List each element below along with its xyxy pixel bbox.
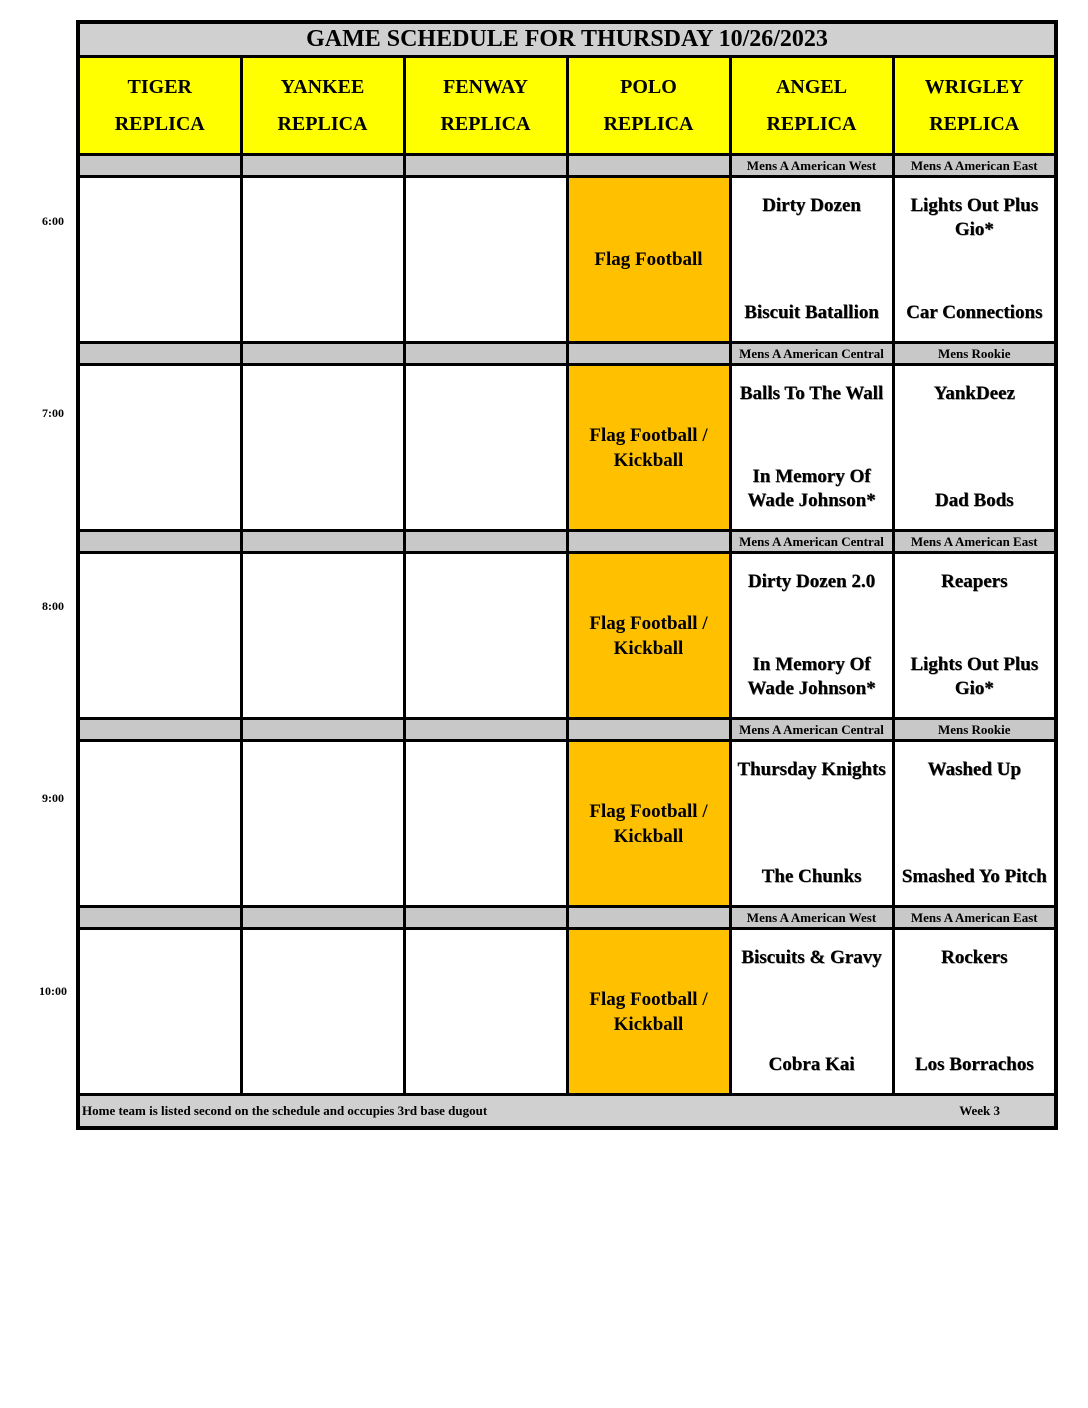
away-team: Rockers: [941, 947, 1008, 968]
division-label-row: [78, 343, 1056, 365]
empty-slot: [404, 553, 567, 719]
home-team: In Memory Of Wade Johnson*: [747, 654, 876, 699]
home-team: Car Connections: [906, 302, 1043, 323]
division-label: Mens A American East: [893, 531, 1056, 553]
division-label: Mens A American Central: [730, 719, 893, 741]
away-team: Balls To The Wall: [739, 383, 884, 404]
empty-slot: [78, 741, 241, 907]
empty-slot: [404, 741, 567, 907]
game-row: [78, 553, 1056, 719]
division-label: Mens A American East: [893, 155, 1056, 177]
empty-slot: [404, 177, 567, 343]
division-label-empty: [78, 907, 241, 929]
home-team: Los Borrachos: [914, 1054, 1034, 1075]
division-label-empty: [241, 907, 404, 929]
field-header-fenway: FENWAY REPLICA: [404, 57, 567, 155]
division-label-row: [78, 531, 1056, 553]
division-label-empty: [78, 343, 241, 365]
game-row: [78, 365, 1056, 531]
home-team: Dad Bods: [934, 490, 1014, 511]
empty-slot: [241, 741, 404, 907]
division-label-empty: [567, 907, 730, 929]
away-team: Washed Up: [927, 759, 1021, 780]
field-header-polo: POLO REPLICA: [567, 57, 730, 155]
time-label: 6:00: [42, 214, 64, 228]
polo-event: Flag Football / Kickball: [567, 553, 730, 719]
page-title: GAME SCHEDULE FOR THURSDAY 10/26/2023: [78, 22, 1056, 57]
division-label-empty: [78, 531, 241, 553]
division-label-empty: [78, 155, 241, 177]
away-team: Dirty Dozen 2.0: [747, 571, 876, 592]
empty-slot: [404, 365, 567, 531]
away-team: YankDeez: [933, 383, 1015, 404]
division-label: Mens Rookie: [893, 719, 1056, 741]
empty-slot: [241, 553, 404, 719]
empty-slot: [78, 929, 241, 1095]
division-label: Mens A American East: [893, 907, 1056, 929]
time-label: 8:00: [42, 599, 64, 613]
home-team: The Chunks: [761, 866, 862, 887]
time-label: 9:00: [42, 791, 64, 805]
division-label-empty: [404, 531, 567, 553]
division-label: Mens Rookie: [893, 343, 1056, 365]
empty-slot: [404, 929, 567, 1095]
polo-event: Flag Football: [567, 177, 730, 343]
schedule-table: [76, 20, 1058, 1130]
wrigley-game: [893, 553, 1056, 719]
division-label-empty: [567, 531, 730, 553]
division-label-empty: [241, 531, 404, 553]
division-label-row: [78, 719, 1056, 741]
polo-event: Flag Football / Kickball: [567, 741, 730, 907]
division-label-empty: [567, 719, 730, 741]
division-label: Mens A American Central: [730, 531, 893, 553]
field-header-yankee: YANKEE REPLICA: [241, 57, 404, 155]
away-team: Reapers: [941, 571, 1008, 592]
division-label: Mens A American West: [730, 155, 893, 177]
division-label-empty: [404, 907, 567, 929]
footer: [78, 1095, 1056, 1129]
field-header-wrigley: WRIGLEY REPLICA: [893, 57, 1056, 155]
wrigley-game: [893, 177, 1056, 343]
away-team: Biscuits & Gravy: [741, 947, 882, 968]
division-label-row: [78, 907, 1056, 929]
time-label: 7:00: [42, 406, 64, 420]
wrigley-game: [893, 365, 1056, 531]
division-label: Mens A American West: [730, 907, 893, 929]
empty-slot: [241, 177, 404, 343]
division-label-empty: [241, 719, 404, 741]
away-team: Thursday Knights: [737, 759, 886, 780]
division-label-empty: [404, 719, 567, 741]
game-row: [78, 741, 1056, 907]
empty-slot: [241, 365, 404, 531]
home-team: Lights Out Plus Gio*: [910, 654, 1039, 699]
polo-event: Flag Football / Kickball: [567, 929, 730, 1095]
division-label-empty: [404, 155, 567, 177]
game-row: [78, 929, 1056, 1095]
footer-note: Home team is listed second on the schedule and occupies 3rd base dugout: [82, 1103, 488, 1118]
empty-slot: [78, 365, 241, 531]
time-label: 10:00: [39, 984, 67, 998]
field-header-angel: ANGEL REPLICA: [730, 57, 893, 155]
wrigley-game: [893, 929, 1056, 1095]
division-label: Mens A American Central: [730, 343, 893, 365]
division-label-empty: [567, 343, 730, 365]
division-label-row: [78, 155, 1056, 177]
angel-game: [730, 741, 893, 907]
angel-game: [730, 365, 893, 531]
empty-slot: [241, 929, 404, 1095]
game-row: [78, 177, 1056, 343]
division-label-empty: [404, 343, 567, 365]
away-team: Dirty Dozen: [762, 195, 861, 216]
wrigley-game: [893, 741, 1056, 907]
empty-slot: [78, 553, 241, 719]
division-label-empty: [78, 719, 241, 741]
angel-game: [730, 553, 893, 719]
division-label-empty: [241, 155, 404, 177]
angel-game: [730, 929, 893, 1095]
home-team: Smashed Yo Pitch: [901, 866, 1047, 887]
empty-slot: [78, 177, 241, 343]
week-label: Week 3: [959, 1103, 1000, 1118]
division-label-empty: [241, 343, 404, 365]
away-team: Lights Out Plus Gio*: [910, 195, 1039, 240]
angel-game: [730, 177, 893, 343]
field-header-tiger: TIGER REPLICA: [78, 57, 241, 155]
home-team: Cobra Kai: [768, 1054, 855, 1075]
polo-event: Flag Football / Kickball: [567, 365, 730, 531]
division-label-empty: [567, 155, 730, 177]
home-team: Biscuit Batallion: [744, 302, 879, 323]
home-team: In Memory Of Wade Johnson*: [747, 466, 876, 511]
